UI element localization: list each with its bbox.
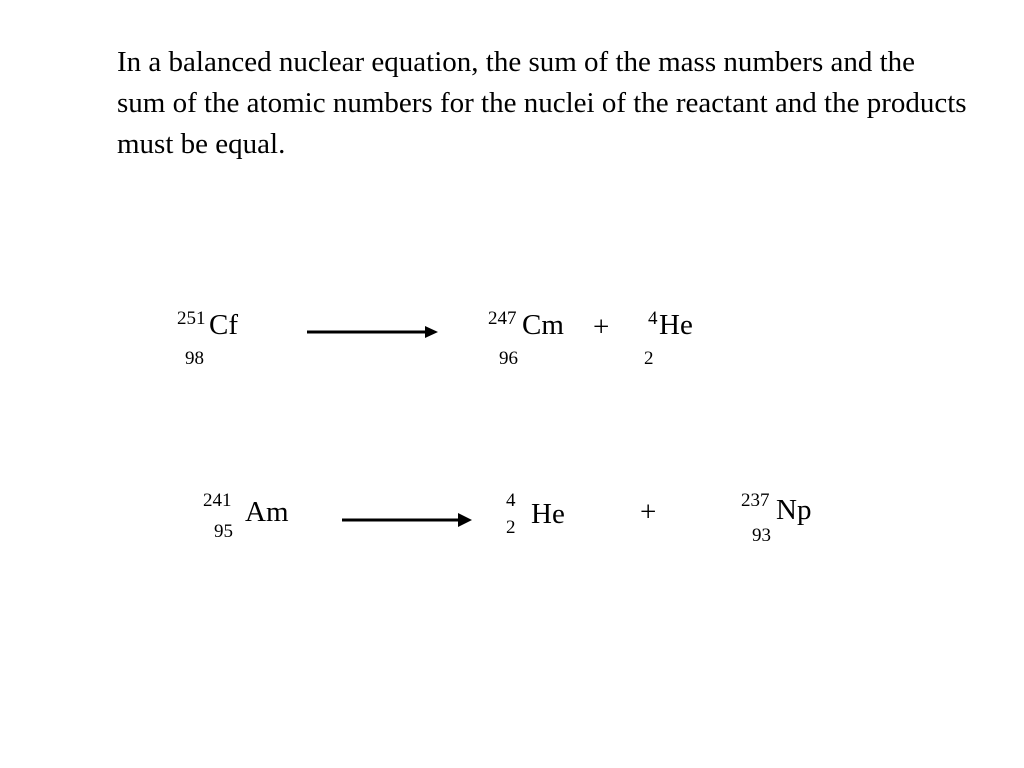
- plus-sign-1: +: [593, 311, 610, 343]
- am-symbol: Am: [245, 496, 289, 528]
- he-symbol-1: He: [659, 309, 693, 341]
- he-symbol-2: He: [531, 498, 565, 530]
- reaction-arrow-2: [340, 510, 475, 530]
- cm-symbol: Cm: [522, 309, 564, 341]
- am-atomic-number: 95: [214, 521, 233, 542]
- am-mass-number: 241: [203, 490, 232, 511]
- cm-mass-number: 247: [488, 308, 517, 329]
- cf-mass-number: 251: [177, 308, 206, 329]
- np-atomic-number: 93: [752, 525, 771, 546]
- reaction-arrow-1: [305, 322, 440, 342]
- intro-paragraph: In a balanced nuclear equation, the sum of the mass numbers and the sum of the atomic numbers for the nuclei of the reactant and the products must be equal.: [117, 46, 967, 160]
- np-symbol: Np: [776, 494, 812, 526]
- he-atomic-number-2: 2: [506, 517, 516, 538]
- cf-symbol: Cf: [209, 309, 238, 341]
- np-mass-number: 237: [741, 490, 770, 511]
- cm-atomic-number: 96: [499, 348, 518, 369]
- he-mass-number-1: 4: [648, 308, 658, 329]
- he-mass-number-2: 4: [506, 490, 516, 511]
- plus-sign-2: +: [640, 496, 657, 528]
- cf-atomic-number: 98: [185, 348, 204, 369]
- he-atomic-number-1: 2: [644, 348, 654, 369]
